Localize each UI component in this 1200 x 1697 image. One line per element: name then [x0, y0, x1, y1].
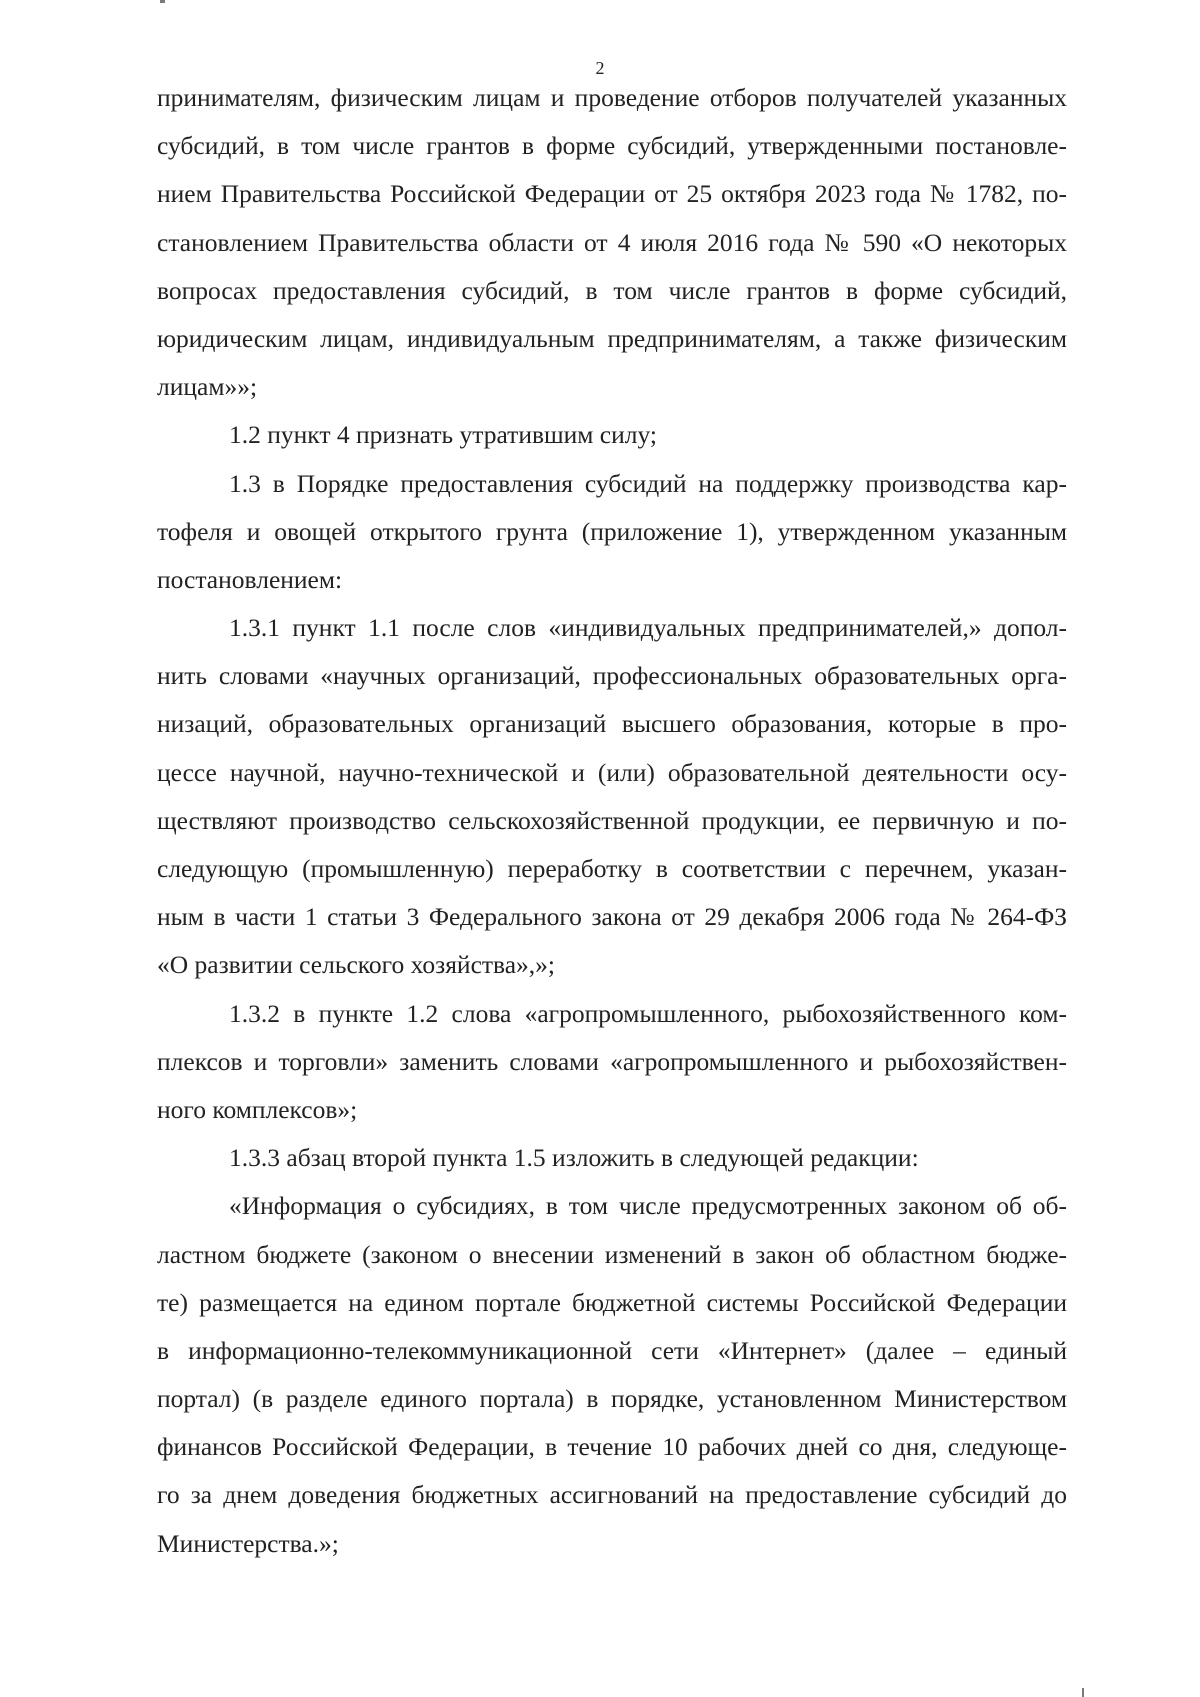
text-line: 1.3.3 абзац второй пункта 1.5 изложить в следующей редакции:: [229, 1143, 919, 1173]
text-line: ществляют производство сельскохозяйственной продукции, ее первичную и по-: [157, 805, 1067, 835]
text-line: следующую (промышленную) переработку в соответствии с перечнем, указан-: [157, 854, 1067, 883]
scan-artifact: [160, 0, 165, 3]
text-line: юридическим лицам, индивидуальным предпринимателям, а также физическим: [157, 323, 1067, 353]
text-line: плексов и торговли» заменить словами «агропромышленного и рыбохозяйствен-: [157, 1046, 1067, 1076]
text-line: ластном бюджете (законом о внесении изменений в закон об областном бюдже-: [157, 1239, 1067, 1269]
text-line: «О развитии сельского хозяйства»,»;: [157, 950, 556, 980]
text-line: ного комплексов»;: [157, 1094, 358, 1124]
text-line: го за днем доведения бюджетных ассигнований на предоставление субсидий до: [157, 1480, 1067, 1510]
text-line: финансов Российской Федерации, в течение 10 рабочих дней со дня, следующе-: [157, 1432, 1067, 1462]
text-line: лицам»»;: [157, 372, 258, 402]
text-line: 1.3.1 пункт 1.1 после слов «индивидуальных предпринимателей,» допол-: [229, 613, 1067, 643]
text-line: нить словами «научных организаций, профессиональных образовательных орга-: [157, 661, 1067, 691]
text-line: постановлением:: [157, 564, 343, 594]
text-line: нием Правительства Российской Федерации от 25 октября 2023 года № 1782, по-: [157, 179, 1067, 209]
text-line: портал) (в разделе единого портала) в порядке, установленном Министерством: [157, 1384, 1067, 1414]
text-line: вопросах предоставления субсидий, в том числе грантов в форме субсидий,: [157, 275, 1067, 305]
text-line: Министерства.»;: [157, 1528, 339, 1558]
text-line: в информационно-телекоммуникационной сети «Интернет» (далее – единый: [157, 1335, 1067, 1365]
scan-artifact: [1082, 1688, 1084, 1697]
document-body: [157, 74, 1067, 1568]
page-number: 2: [595, 58, 605, 78]
text-line: 1.3 в Порядке предоставления субсидий на поддержку производства кар-: [229, 468, 1067, 498]
text-line: становлением Правительства области от 4 июля 2016 года № 590 «О некоторых: [157, 227, 1067, 257]
text-line: тофеля и овощей открытого грунта (приложение 1), утвержденном указанным: [157, 516, 1067, 546]
text-line: принимателям, физическим лицам и проведение отборов получателей указанных: [157, 83, 1067, 112]
text-line: субсидий, в том числе грантов в форме субсидий, утвержденными постановле-: [157, 131, 1067, 161]
text-line: те) размещается на едином портале бюджетной системы Российской Федерации: [157, 1287, 1067, 1317]
text-line: низаций, образовательных организаций высшего образования, которые в про-: [157, 709, 1067, 739]
text-line: 1.3.2 в пункте 1.2 слова «агропромышленного, рыбохозяйственного ком-: [229, 998, 1067, 1028]
text-line: «Информация о субсидиях, в том числе предусмотренных законом об об-: [229, 1191, 1067, 1221]
text-line: ным в части 1 статьи 3 Федерального закона от 29 декабря 2006 года № 264-ФЗ: [157, 902, 1067, 932]
text-line: цессе научной, научно-технической и (или) образовательной деятельности осу-: [157, 757, 1067, 787]
text-line: 1.2 пункт 4 признать утратившим силу;: [229, 420, 657, 450]
